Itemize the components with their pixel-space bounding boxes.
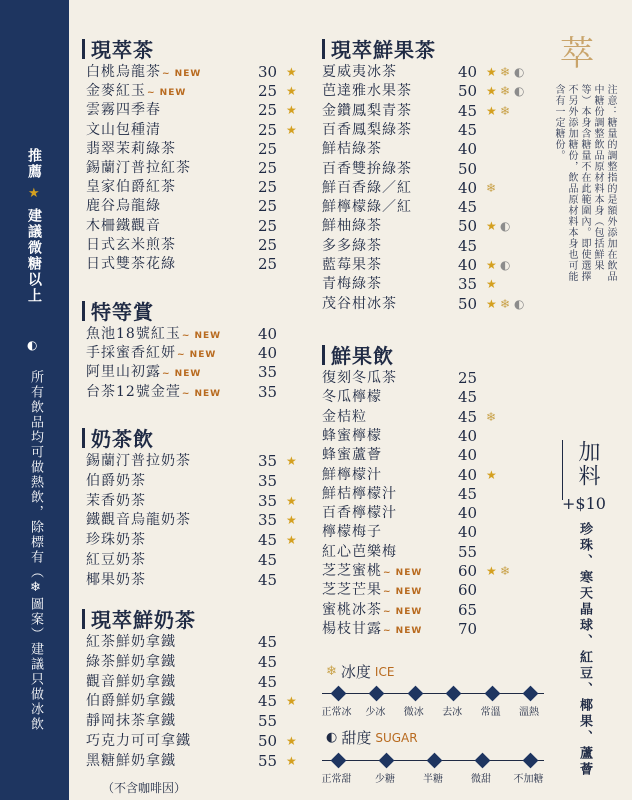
new-badge: ~ NEW bbox=[162, 369, 202, 380]
item-price: 50 bbox=[458, 82, 478, 101]
item-name: 紅心芭樂梅 bbox=[322, 543, 397, 560]
item-price: 35 bbox=[258, 382, 278, 401]
item-price: 35 bbox=[258, 511, 278, 530]
section-heading-5 bbox=[322, 34, 436, 63]
half-moon-icon: ◐ bbox=[514, 84, 525, 99]
star-icon: ★ bbox=[286, 84, 297, 99]
menu-item bbox=[86, 140, 316, 158]
item-price: 60 bbox=[458, 562, 478, 580]
heading-text: 現萃茶 bbox=[91, 38, 154, 62]
menu-item bbox=[86, 732, 316, 750]
menu-item bbox=[322, 581, 552, 599]
star-icon: ★ bbox=[486, 103, 497, 118]
menu-item bbox=[86, 121, 316, 139]
section-heading-4 bbox=[82, 604, 196, 633]
item-price: 45 bbox=[258, 633, 278, 651]
star-icon: ★ bbox=[286, 493, 297, 508]
item-price: 50 bbox=[458, 217, 478, 236]
half-moon-icon: ◐ bbox=[27, 338, 38, 352]
new-badge: ~ NEW bbox=[181, 331, 222, 341]
item-price: 25 bbox=[258, 216, 278, 235]
menu-item bbox=[322, 485, 552, 503]
menu-item bbox=[322, 562, 552, 580]
item-price: 40 bbox=[458, 446, 478, 465]
menu-item bbox=[322, 543, 552, 561]
item-name: 芝芝芒果~ NEW bbox=[322, 582, 423, 599]
menu-item bbox=[86, 551, 316, 569]
menu-item bbox=[86, 531, 316, 549]
item-price: 55 bbox=[458, 542, 478, 561]
menu-item bbox=[86, 633, 316, 651]
star-icon: ★ bbox=[286, 122, 297, 137]
item-name: 青梅綠茶 bbox=[322, 276, 382, 293]
sidebar bbox=[0, 0, 69, 800]
menu-item bbox=[86, 492, 316, 510]
item-name: 雲霧四季春 bbox=[86, 102, 161, 119]
section-heading-6 bbox=[322, 340, 394, 369]
level-marker bbox=[369, 686, 385, 702]
item-name: 百香檸檬汁 bbox=[322, 505, 397, 522]
star-icon: ★ bbox=[486, 277, 497, 292]
item-price: 40 bbox=[258, 325, 278, 343]
level-label: 正常冰 bbox=[321, 707, 352, 718]
star-icon: ★ bbox=[286, 103, 297, 118]
level-label: 溫熱 bbox=[519, 707, 539, 718]
menu-item bbox=[322, 427, 552, 445]
item-name: 鮮檸檬綠／紅 bbox=[322, 199, 412, 216]
half-moon-icon: ◐ bbox=[326, 730, 338, 745]
menu-item bbox=[322, 179, 552, 197]
addon-items: 珍珠、寒天晶球、紅豆、椰果、蘆薈 bbox=[577, 522, 592, 778]
sugar-title-en: SUGAR bbox=[375, 730, 418, 745]
item-name: 靜岡抹茶拿鐵 bbox=[86, 713, 176, 730]
decaf-note: （不含咖啡因） bbox=[102, 781, 187, 795]
item-price: 35 bbox=[258, 471, 278, 490]
heading-bar bbox=[82, 428, 85, 448]
menu-item bbox=[86, 82, 316, 100]
new-badge: ~ NEW bbox=[383, 587, 423, 598]
item-name: 白桃烏龍茶~ NEW bbox=[86, 64, 202, 80]
item-price: 50 bbox=[458, 159, 478, 178]
level-label: 微甜 bbox=[471, 774, 491, 785]
menu-item bbox=[86, 63, 316, 81]
item-price: 45 bbox=[458, 120, 478, 139]
item-price: 45 bbox=[458, 101, 478, 120]
cui-character: 萃 bbox=[560, 34, 594, 74]
half-moon-icon: ◐ bbox=[500, 219, 511, 234]
item-price: 55 bbox=[258, 751, 278, 770]
sugar-title: 甜度 bbox=[341, 729, 372, 747]
menu-item bbox=[86, 217, 316, 235]
item-price: 45 bbox=[258, 652, 278, 671]
menu-item bbox=[322, 408, 552, 426]
menu-item bbox=[322, 523, 552, 541]
item-price: 40 bbox=[458, 256, 478, 274]
item-name: 百香雙拚綠茶 bbox=[322, 160, 412, 177]
ice-heading bbox=[326, 661, 394, 682]
item-price: 40 bbox=[458, 140, 478, 159]
item-price: 45 bbox=[258, 570, 278, 589]
item-name: 百香鳳梨綠茶 bbox=[322, 121, 412, 138]
menu-item bbox=[86, 344, 316, 362]
star-icon: ★ bbox=[286, 513, 297, 528]
item-price: 45 bbox=[258, 672, 278, 691]
item-price: 35 bbox=[258, 491, 278, 510]
item-price: 40 bbox=[458, 504, 478, 523]
item-price: 50 bbox=[458, 294, 478, 313]
ice-title-en: ICE bbox=[374, 664, 395, 679]
level-marker bbox=[331, 753, 347, 769]
menu-item bbox=[86, 511, 316, 529]
menu-item bbox=[86, 383, 316, 401]
item-name: 蜂蜜蘆薈 bbox=[322, 447, 382, 464]
item-name: 巧克力可可拿鐵 bbox=[86, 733, 191, 749]
snowflake-icon: ❄ bbox=[500, 65, 511, 79]
item-name: 鮮百香綠／紅 bbox=[322, 179, 412, 196]
menu-item bbox=[322, 217, 552, 235]
item-name: 台茶12號金萱~ NEW bbox=[86, 383, 222, 400]
level-label: 少冰 bbox=[365, 707, 386, 718]
menu-item bbox=[322, 140, 552, 158]
item-price: 45 bbox=[258, 531, 278, 550]
item-name: 蜜桃冰茶~ NEW bbox=[322, 601, 423, 618]
item-name: 藍莓果茶 bbox=[322, 257, 382, 273]
sidebar-note: 所有飲品均可做熱飲，除標有（❄圖案）建議只做冰飲 bbox=[28, 370, 43, 732]
item-price: 25 bbox=[258, 159, 278, 177]
new-badge: ~ NEW bbox=[181, 388, 222, 399]
item-name: 鮮桔檸檬汁 bbox=[322, 485, 397, 502]
item-price: 25 bbox=[258, 178, 278, 197]
item-name: 夏威夷冰茶 bbox=[322, 64, 397, 80]
snowflake-icon: ❄ bbox=[500, 296, 511, 311]
level-marker bbox=[427, 753, 443, 769]
snowflake-icon: ❄ bbox=[326, 664, 337, 679]
star-icon: ★ bbox=[486, 564, 497, 578]
level-label: 不加糖 bbox=[513, 774, 544, 785]
section-heading-3 bbox=[82, 423, 154, 452]
item-price: 45 bbox=[258, 551, 278, 569]
menu-item bbox=[86, 255, 316, 273]
addon-divider bbox=[562, 440, 563, 500]
item-price: 25 bbox=[258, 255, 278, 273]
level-marker bbox=[331, 686, 347, 702]
menu-item bbox=[322, 466, 552, 484]
item-price: 45 bbox=[458, 407, 478, 426]
new-badge: ~ NEW bbox=[147, 88, 187, 99]
item-name: 鮮柚綠茶 bbox=[322, 218, 382, 235]
item-price: 55 bbox=[258, 712, 278, 731]
menu-item bbox=[322, 63, 552, 81]
item-name: 日式雙茶花綠 bbox=[86, 256, 176, 272]
menu-item bbox=[322, 388, 552, 406]
half-moon-icon: ◐ bbox=[500, 258, 511, 272]
item-name: 金桔粒 bbox=[322, 408, 367, 425]
item-name: 錫蘭汀普拉紅茶 bbox=[86, 160, 191, 176]
item-name: 金麥紅玉~ NEW bbox=[86, 83, 187, 100]
level-label: 少糖 bbox=[375, 774, 395, 785]
item-name: 文山包種清 bbox=[86, 121, 161, 138]
item-name: 金鑽鳳梨青茶 bbox=[322, 102, 412, 119]
level-marker bbox=[475, 753, 491, 769]
menu-item bbox=[86, 363, 316, 381]
snowflake-icon: ❄ bbox=[500, 564, 511, 578]
heading-text: 現萃鮮奶茶 bbox=[91, 608, 196, 632]
item-price: 45 bbox=[458, 484, 478, 503]
menu-item bbox=[322, 160, 552, 178]
star-icon: ★ bbox=[286, 694, 297, 709]
ice-scale-line bbox=[322, 693, 544, 694]
item-name: 鐵觀音烏龍奶茶 bbox=[86, 512, 191, 529]
level-marker bbox=[379, 753, 395, 769]
heading-bar bbox=[82, 39, 85, 59]
item-name: 椰果奶茶 bbox=[86, 571, 146, 588]
ice-title: 冰度 bbox=[340, 663, 371, 681]
item-name: 伯爵鮮奶拿鐵 bbox=[86, 693, 176, 710]
item-name: 紅豆奶茶 bbox=[86, 552, 146, 568]
item-name: 魚池18號紅玉~ NEW bbox=[86, 326, 222, 342]
item-price: 25 bbox=[258, 197, 278, 216]
item-name: 翡翠茉莉綠茶 bbox=[86, 140, 176, 157]
notice-text: 注意：糖量的調整指的是額外添加在飲品中糖份調整飲品原材料本身（包括鮮果等）本身含糖量不在此範圍內。即使選擇不另外添加糖份，飲品原材料本身也可能含有一定糖份。 bbox=[553, 84, 616, 282]
item-price: 30 bbox=[258, 63, 278, 81]
item-name: 綠茶鮮奶拿鐵 bbox=[86, 653, 176, 670]
menu-item bbox=[322, 446, 552, 464]
sugar-heading bbox=[326, 727, 418, 748]
item-price: 45 bbox=[458, 236, 478, 255]
level-marker bbox=[408, 686, 424, 702]
heading-bar bbox=[82, 609, 85, 629]
item-price: 25 bbox=[258, 235, 278, 254]
menu-item bbox=[322, 237, 552, 255]
item-price: 65 bbox=[458, 600, 478, 619]
item-price: 35 bbox=[458, 275, 478, 294]
item-name: 觀音鮮奶拿鐵 bbox=[86, 673, 176, 690]
menu-item bbox=[86, 653, 316, 671]
new-badge: ~ NEW bbox=[177, 350, 217, 361]
menu-item bbox=[86, 472, 316, 490]
level-label: 去冰 bbox=[442, 707, 463, 718]
menu-item bbox=[86, 452, 316, 470]
star-icon: ★ bbox=[286, 734, 297, 748]
item-name: 紅茶鮮奶拿鐵 bbox=[86, 634, 176, 650]
item-name: 皇家伯爵紅茶 bbox=[86, 179, 176, 196]
item-name: 手採蜜香紅妍~ NEW bbox=[86, 345, 217, 362]
star-icon: ★ bbox=[486, 219, 497, 234]
item-name: 蜂蜜檸檬 bbox=[322, 427, 382, 444]
menu-item bbox=[322, 121, 552, 139]
star-icon: ★ bbox=[286, 65, 297, 79]
item-name: 多多綠茶 bbox=[322, 237, 382, 254]
menu-item bbox=[322, 369, 552, 387]
new-badge: ~ NEW bbox=[383, 606, 423, 617]
star-icon: ★ bbox=[286, 533, 297, 548]
star-icon: ★ bbox=[486, 65, 497, 79]
star-icon: ★ bbox=[28, 186, 40, 201]
item-price: 40 bbox=[458, 465, 478, 484]
recommend-title: 推薦 bbox=[26, 148, 42, 180]
menu-item bbox=[86, 692, 316, 710]
new-badge: ~ NEW bbox=[383, 568, 423, 578]
item-price: 25 bbox=[258, 120, 278, 139]
heading-text: 奶茶飲 bbox=[91, 427, 154, 451]
level-label: 正常甜 bbox=[321, 774, 352, 785]
heading-text: 現萃鮮果茶 bbox=[331, 38, 436, 62]
menu-item bbox=[322, 601, 552, 619]
item-name: 阿里山初露~ NEW bbox=[86, 364, 202, 381]
menu-item bbox=[86, 197, 316, 215]
menu-item bbox=[322, 275, 552, 293]
item-price: 50 bbox=[258, 732, 278, 750]
item-name: 珍珠奶茶 bbox=[86, 532, 146, 549]
item-price: 40 bbox=[458, 426, 478, 445]
item-price: 45 bbox=[458, 388, 478, 407]
item-price: 35 bbox=[258, 363, 278, 382]
item-name: 鮮桔綠茶 bbox=[322, 141, 382, 158]
level-label: 半糖 bbox=[423, 774, 443, 785]
menu-item bbox=[86, 159, 316, 177]
menu-item bbox=[86, 571, 316, 589]
menu-item bbox=[86, 101, 316, 119]
star-icon: ★ bbox=[486, 467, 497, 482]
menu-item bbox=[86, 673, 316, 691]
heading-bar bbox=[82, 301, 85, 321]
snowflake-icon: ❄ bbox=[486, 180, 497, 195]
menu-item bbox=[322, 82, 552, 100]
menu-item bbox=[322, 504, 552, 522]
item-name: 茉香奶茶 bbox=[86, 492, 146, 509]
item-name: 茂谷柑冰茶 bbox=[322, 295, 397, 312]
heading-bar bbox=[322, 345, 325, 365]
addon-price: +$10 bbox=[562, 494, 606, 513]
recommend-text: 建議微糖以上 bbox=[26, 208, 42, 304]
item-name: 伯爵奶茶 bbox=[86, 472, 146, 489]
level-marker bbox=[523, 686, 539, 702]
menu-item bbox=[322, 620, 552, 638]
new-badge: ~ NEW bbox=[383, 625, 423, 636]
menu-item bbox=[86, 712, 316, 730]
heading-text: 特等賞 bbox=[91, 300, 154, 324]
item-name: 芭達雅水果茶 bbox=[322, 83, 412, 100]
star-icon: ★ bbox=[286, 454, 297, 468]
menu-item bbox=[86, 325, 316, 343]
heading-text: 鮮果飲 bbox=[331, 344, 394, 368]
item-name: 錫蘭汀普拉奶茶 bbox=[86, 453, 191, 469]
level-label: 常溫 bbox=[480, 707, 501, 718]
star-icon: ★ bbox=[486, 258, 497, 272]
item-name: 鮮檸檬汁 bbox=[322, 466, 382, 483]
menu-item bbox=[86, 752, 316, 770]
snowflake-icon: ❄ bbox=[500, 103, 511, 118]
menu-item bbox=[322, 198, 552, 216]
half-moon-icon: ◐ bbox=[514, 296, 525, 311]
item-name: 鹿谷烏龍綠 bbox=[86, 198, 161, 215]
item-name: 復刻冬瓜茶 bbox=[322, 370, 397, 386]
item-price: 40 bbox=[458, 63, 478, 81]
item-price: 60 bbox=[458, 581, 478, 600]
snowflake-icon: ❄ bbox=[486, 409, 497, 424]
heading-bar bbox=[322, 39, 325, 59]
item-name: 檸檬梅子 bbox=[322, 524, 382, 541]
item-price: 25 bbox=[258, 82, 278, 101]
menu-item bbox=[322, 102, 552, 120]
level-label: 微冰 bbox=[403, 707, 424, 718]
star-icon: ★ bbox=[486, 296, 497, 311]
star-icon: ★ bbox=[486, 84, 497, 99]
item-price: 35 bbox=[258, 452, 278, 470]
item-name: 木柵鐵觀音 bbox=[86, 217, 161, 234]
menu-item bbox=[322, 295, 552, 313]
section-heading-2 bbox=[82, 296, 154, 325]
item-price: 40 bbox=[458, 178, 478, 197]
item-name: 日式玄米煎茶 bbox=[86, 236, 176, 253]
menu-item bbox=[86, 178, 316, 196]
item-price: 45 bbox=[458, 198, 478, 217]
item-price: 40 bbox=[258, 344, 278, 363]
item-name: 黑糖鮮奶拿鐵 bbox=[86, 752, 176, 769]
item-name: 芝芝蜜桃~ NEW bbox=[322, 563, 423, 579]
item-price: 25 bbox=[458, 369, 478, 387]
level-marker bbox=[523, 753, 539, 769]
item-price: 70 bbox=[458, 619, 478, 638]
item-price: 25 bbox=[258, 139, 278, 158]
item-price: 25 bbox=[258, 101, 278, 120]
new-badge: ~ NEW bbox=[162, 69, 202, 79]
item-name: 楊枝甘露~ NEW bbox=[322, 620, 423, 637]
item-price: 40 bbox=[458, 523, 478, 542]
addon-title: 加料 bbox=[575, 440, 600, 488]
snowflake-icon: ❄ bbox=[500, 84, 511, 99]
section-heading-1 bbox=[82, 34, 154, 63]
menu-item bbox=[322, 256, 552, 274]
level-marker bbox=[484, 686, 500, 702]
half-moon-icon: ◐ bbox=[514, 65, 525, 79]
item-name: 冬瓜檸檬 bbox=[322, 389, 382, 406]
menu-item bbox=[86, 236, 316, 254]
star-icon: ★ bbox=[286, 753, 297, 768]
level-marker bbox=[446, 686, 462, 702]
item-price: 45 bbox=[258, 692, 278, 711]
